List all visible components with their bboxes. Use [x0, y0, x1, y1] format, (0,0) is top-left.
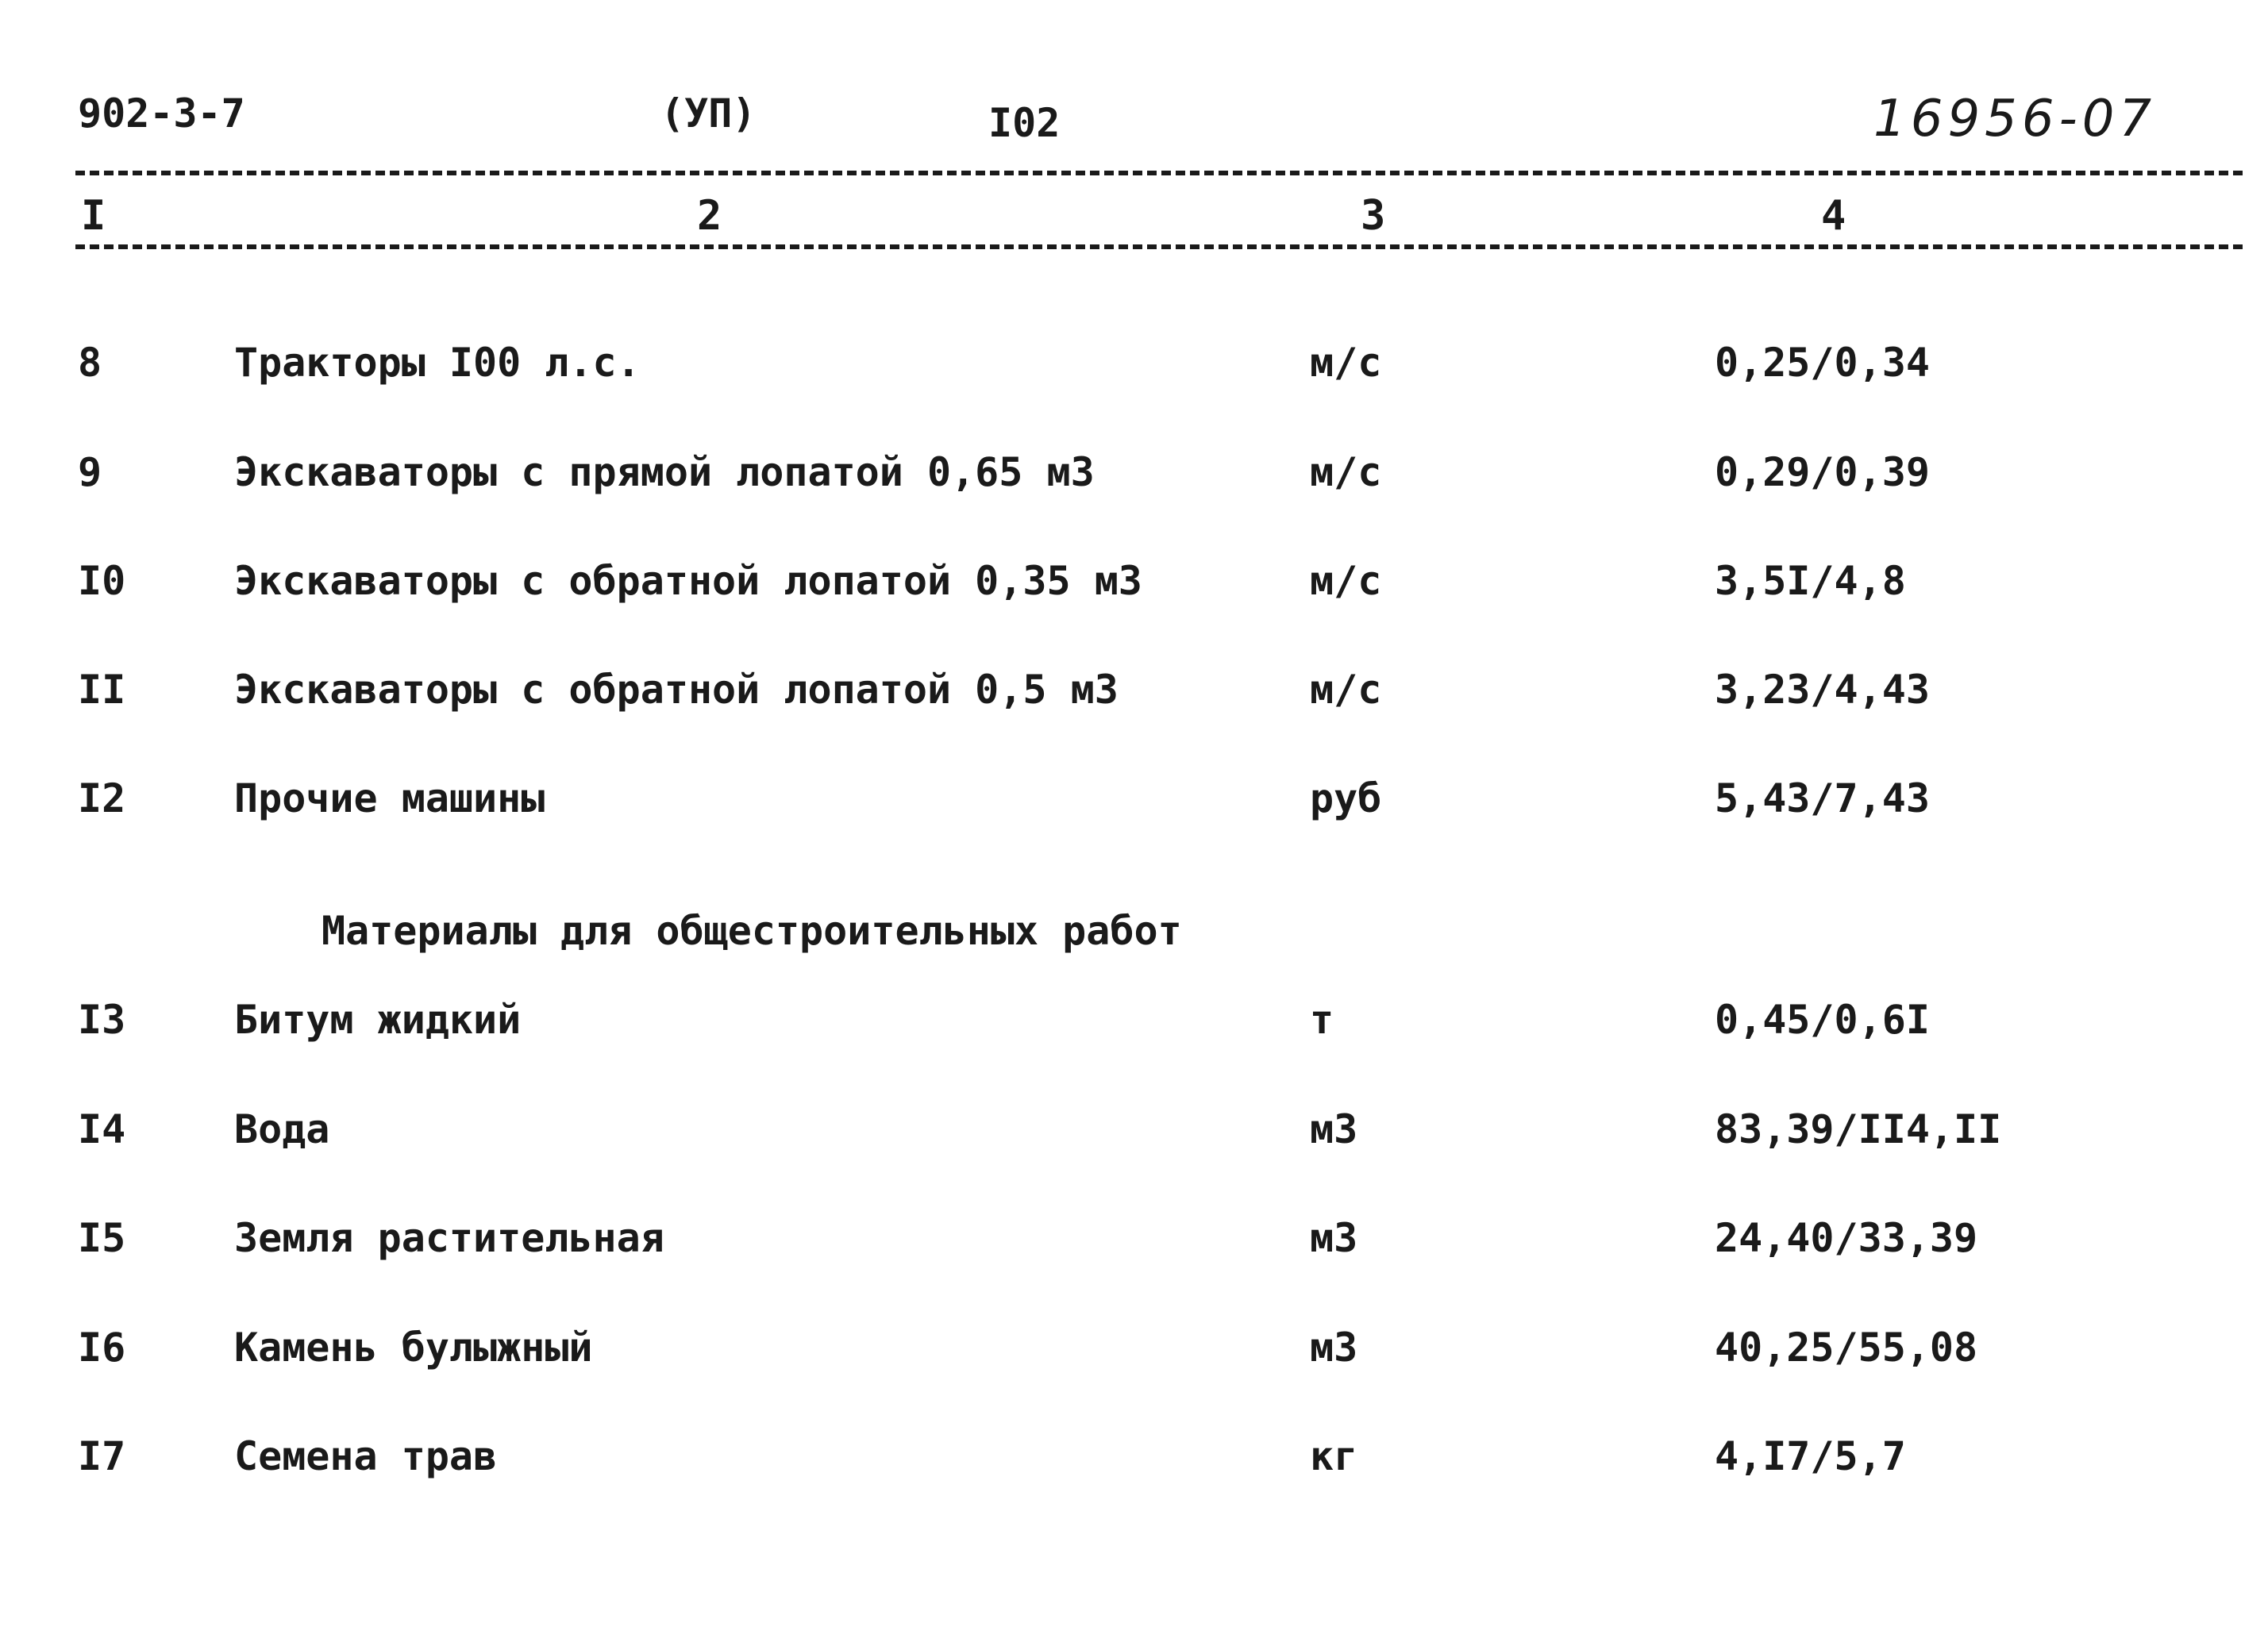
row-value: 4,I7/5,7	[1715, 1433, 1906, 1479]
row-unit: м3	[1310, 1106, 1358, 1152]
table-row	[0, 1320, 2268, 1375]
row-number: 9	[78, 449, 102, 495]
row-number: I3	[78, 997, 126, 1043]
row-number: II	[78, 667, 126, 713]
table-row	[0, 335, 2268, 390]
table-row	[0, 771, 2268, 826]
column-number-4: 4	[1821, 192, 1846, 240]
row-value: 83,39/II4,II	[1715, 1106, 2002, 1152]
row-value: 0,25/0,34	[1715, 340, 1930, 386]
row-name: Экскаваторы с обратной лопатой 0,35 м3	[234, 558, 1142, 604]
table-row	[0, 992, 2268, 1048]
row-name: Экскаваторы с прямой лопатой 0,65 м3	[234, 449, 1095, 495]
doc-code: 902-3-7	[78, 90, 245, 137]
row-name: Камень булыжный	[234, 1325, 593, 1371]
row-number: I7	[78, 1433, 126, 1479]
section-title: Материалы для общестроительных работ	[322, 908, 1182, 954]
row-name: Тракторы I00 л.с.	[234, 340, 641, 386]
row-unit: м3	[1310, 1215, 1358, 1261]
table-row	[0, 1429, 2268, 1484]
row-name: Экскаваторы с обратной лопатой 0,5 м3	[234, 667, 1119, 713]
row-number: I0	[78, 558, 126, 604]
row-value: 0,29/0,39	[1715, 449, 1930, 495]
row-value: 0,45/0,6I	[1715, 997, 1930, 1043]
row-name: Прочие машины	[234, 775, 545, 821]
row-unit: руб	[1310, 775, 1382, 821]
row-number: 8	[78, 340, 102, 386]
row-value: 40,25/55,08	[1715, 1325, 1978, 1371]
column-number-1: I	[81, 192, 106, 240]
row-unit: м/с	[1310, 667, 1382, 713]
row-unit: м/с	[1310, 449, 1382, 495]
row-number: I4	[78, 1106, 126, 1152]
row-unit: т	[1310, 997, 1334, 1043]
row-unit: м3	[1310, 1325, 1358, 1371]
row-value: 24,40/33,39	[1715, 1215, 1978, 1261]
header-top-rule	[75, 171, 2243, 175]
table-row	[0, 444, 2268, 500]
inventory-number: 16956-07	[1873, 90, 2157, 148]
header-bottom-rule	[75, 244, 2243, 249]
row-unit: кг	[1310, 1433, 1358, 1479]
table-row	[0, 1210, 2268, 1266]
table-row	[0, 662, 2268, 717]
row-value: 3,5I/4,8	[1715, 558, 1906, 604]
table-row	[0, 1102, 2268, 1157]
row-value: 5,43/7,43	[1715, 775, 1930, 821]
row-number: I5	[78, 1215, 126, 1261]
column-number-3: 3	[1361, 192, 1386, 240]
row-number: I2	[78, 775, 126, 821]
row-unit: м/с	[1310, 340, 1382, 386]
row-name: Битум жидкий	[234, 997, 522, 1043]
row-value: 3,23/4,43	[1715, 667, 1930, 713]
row-name: Земля растительная	[234, 1215, 664, 1261]
table-row	[0, 553, 2268, 609]
row-name: Вода	[234, 1106, 330, 1152]
column-number-2: 2	[697, 192, 722, 240]
row-number: I6	[78, 1325, 126, 1371]
page-number: I02	[988, 100, 1061, 146]
row-name: Семена трав	[234, 1433, 498, 1479]
album-label: (УП)	[660, 90, 757, 137]
row-unit: м/с	[1310, 558, 1382, 604]
